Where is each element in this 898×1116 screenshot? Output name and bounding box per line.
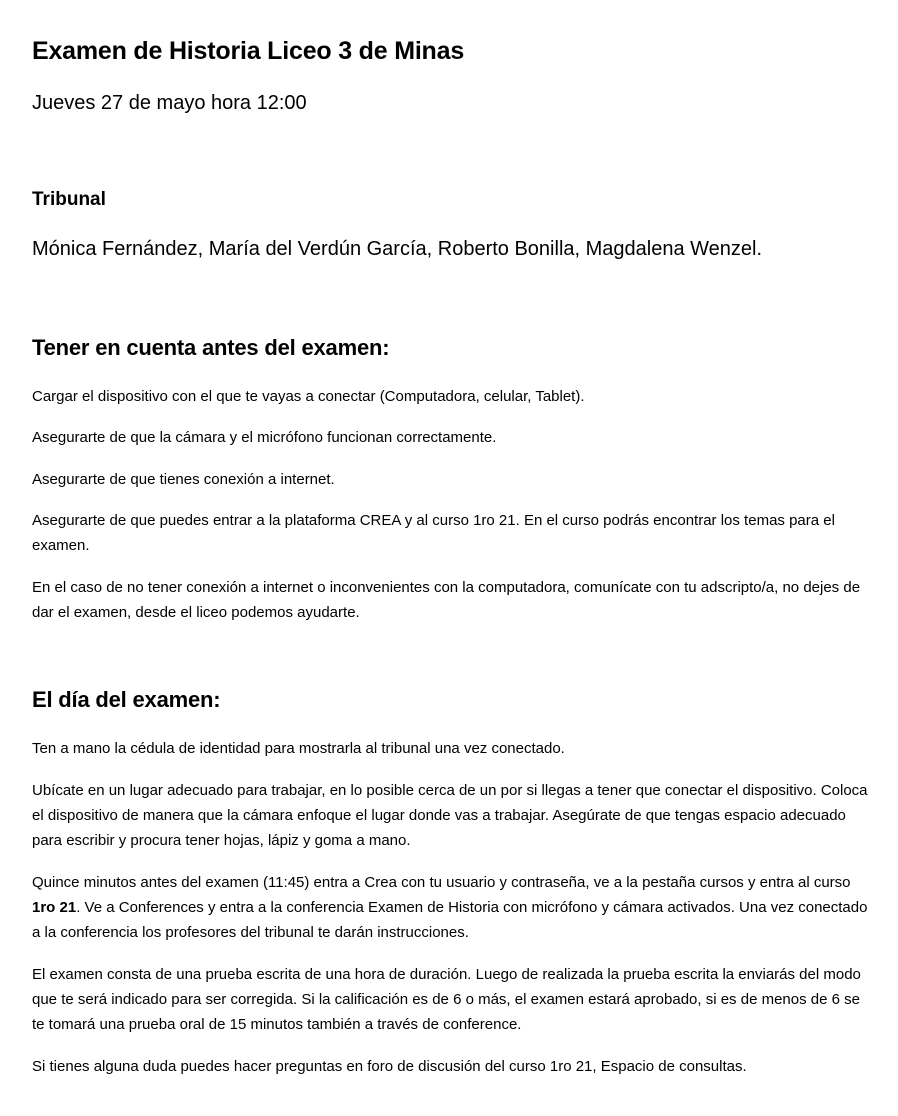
exam-day-item-text: Quince minutos antes del examen (11:45) entra a Crea con tu usuario y contraseña, ve a la pestaña cursos y entra al curso	[32, 874, 851, 891]
exam-day-item: Si tienes alguna duda puedes hacer preguntas en foro de discusión del curso 1ro 21, Espacio de consultas.	[32, 1058, 747, 1075]
exam-day-item-text: . Ve a Conferences y entra a la conferencia Examen de Historia con micrófono y cámara activados. Una vez conectado a la conferencia los profesores del tribunal te darán instrucciones.	[32, 899, 868, 941]
exam-day-item: Ten a mano la cédula de identidad para mostrarla al tribunal una vez conectado.	[32, 740, 565, 757]
before-exam-item: Asegurarte de que tienes conexión a internet.	[32, 471, 335, 488]
before-exam-item: Asegurarte de que puedes entrar a la plataforma CREA y al curso 1ro 21. En el curso podrás encontrar los temas para el examen.	[32, 512, 835, 554]
before-exam-heading: Tener en cuenta antes del examen:	[32, 335, 390, 360]
tribunal-heading: Tribunal	[32, 189, 106, 210]
before-exam-item: Asegurarte de que la cámara y el micrófono funcionan correctamente.	[32, 429, 497, 446]
course-name-bold: 1ro 21	[32, 899, 77, 916]
exam-day-item: Ubícate en un lugar adecuado para trabajar, en lo posible cerca de un por si llegas a tener que conectar el dispositivo. Coloca el dispositivo de manera que la cámara enfoque el lugar donde vas a trabajar. Asegúrate de que tengas espacio adecuado para escribir y procura tener hojas, lápiz y goma a mano.	[32, 782, 868, 849]
before-exam-item: Cargar el dispositivo con el que te vayas a conectar (Computadora, celular, Tablet).	[32, 388, 585, 405]
exam-day-item	[32, 870, 868, 945]
exam-date: Jueves 27 de mayo hora 12:00	[32, 92, 307, 114]
before-exam-item: En el caso de no tener conexión a internet o inconvenientes con la computadora, comunícate con tu adscripto/a, no dejes de dar el examen, desde el liceo podemos ayudarte.	[32, 579, 861, 621]
page-title: Examen de Historia Liceo 3 de Minas	[32, 37, 465, 65]
tribunal-names: Mónica Fernández, María del Verdún García, Roberto Bonilla, Magdalena Wenzel.	[32, 238, 763, 260]
exam-day-heading: El día del examen:	[32, 687, 221, 712]
exam-day-item: El examen consta de una prueba escrita de una hora de duración. Luego de realizada la prueba escrita la enviarás del modo que te será indicado para ser corregida. Si la calificación es de 6 o más, el examen estará aprobado, si es de menos de 6 se te tomará una prueba oral de 15 minutos también a través de conference.	[32, 966, 861, 1033]
